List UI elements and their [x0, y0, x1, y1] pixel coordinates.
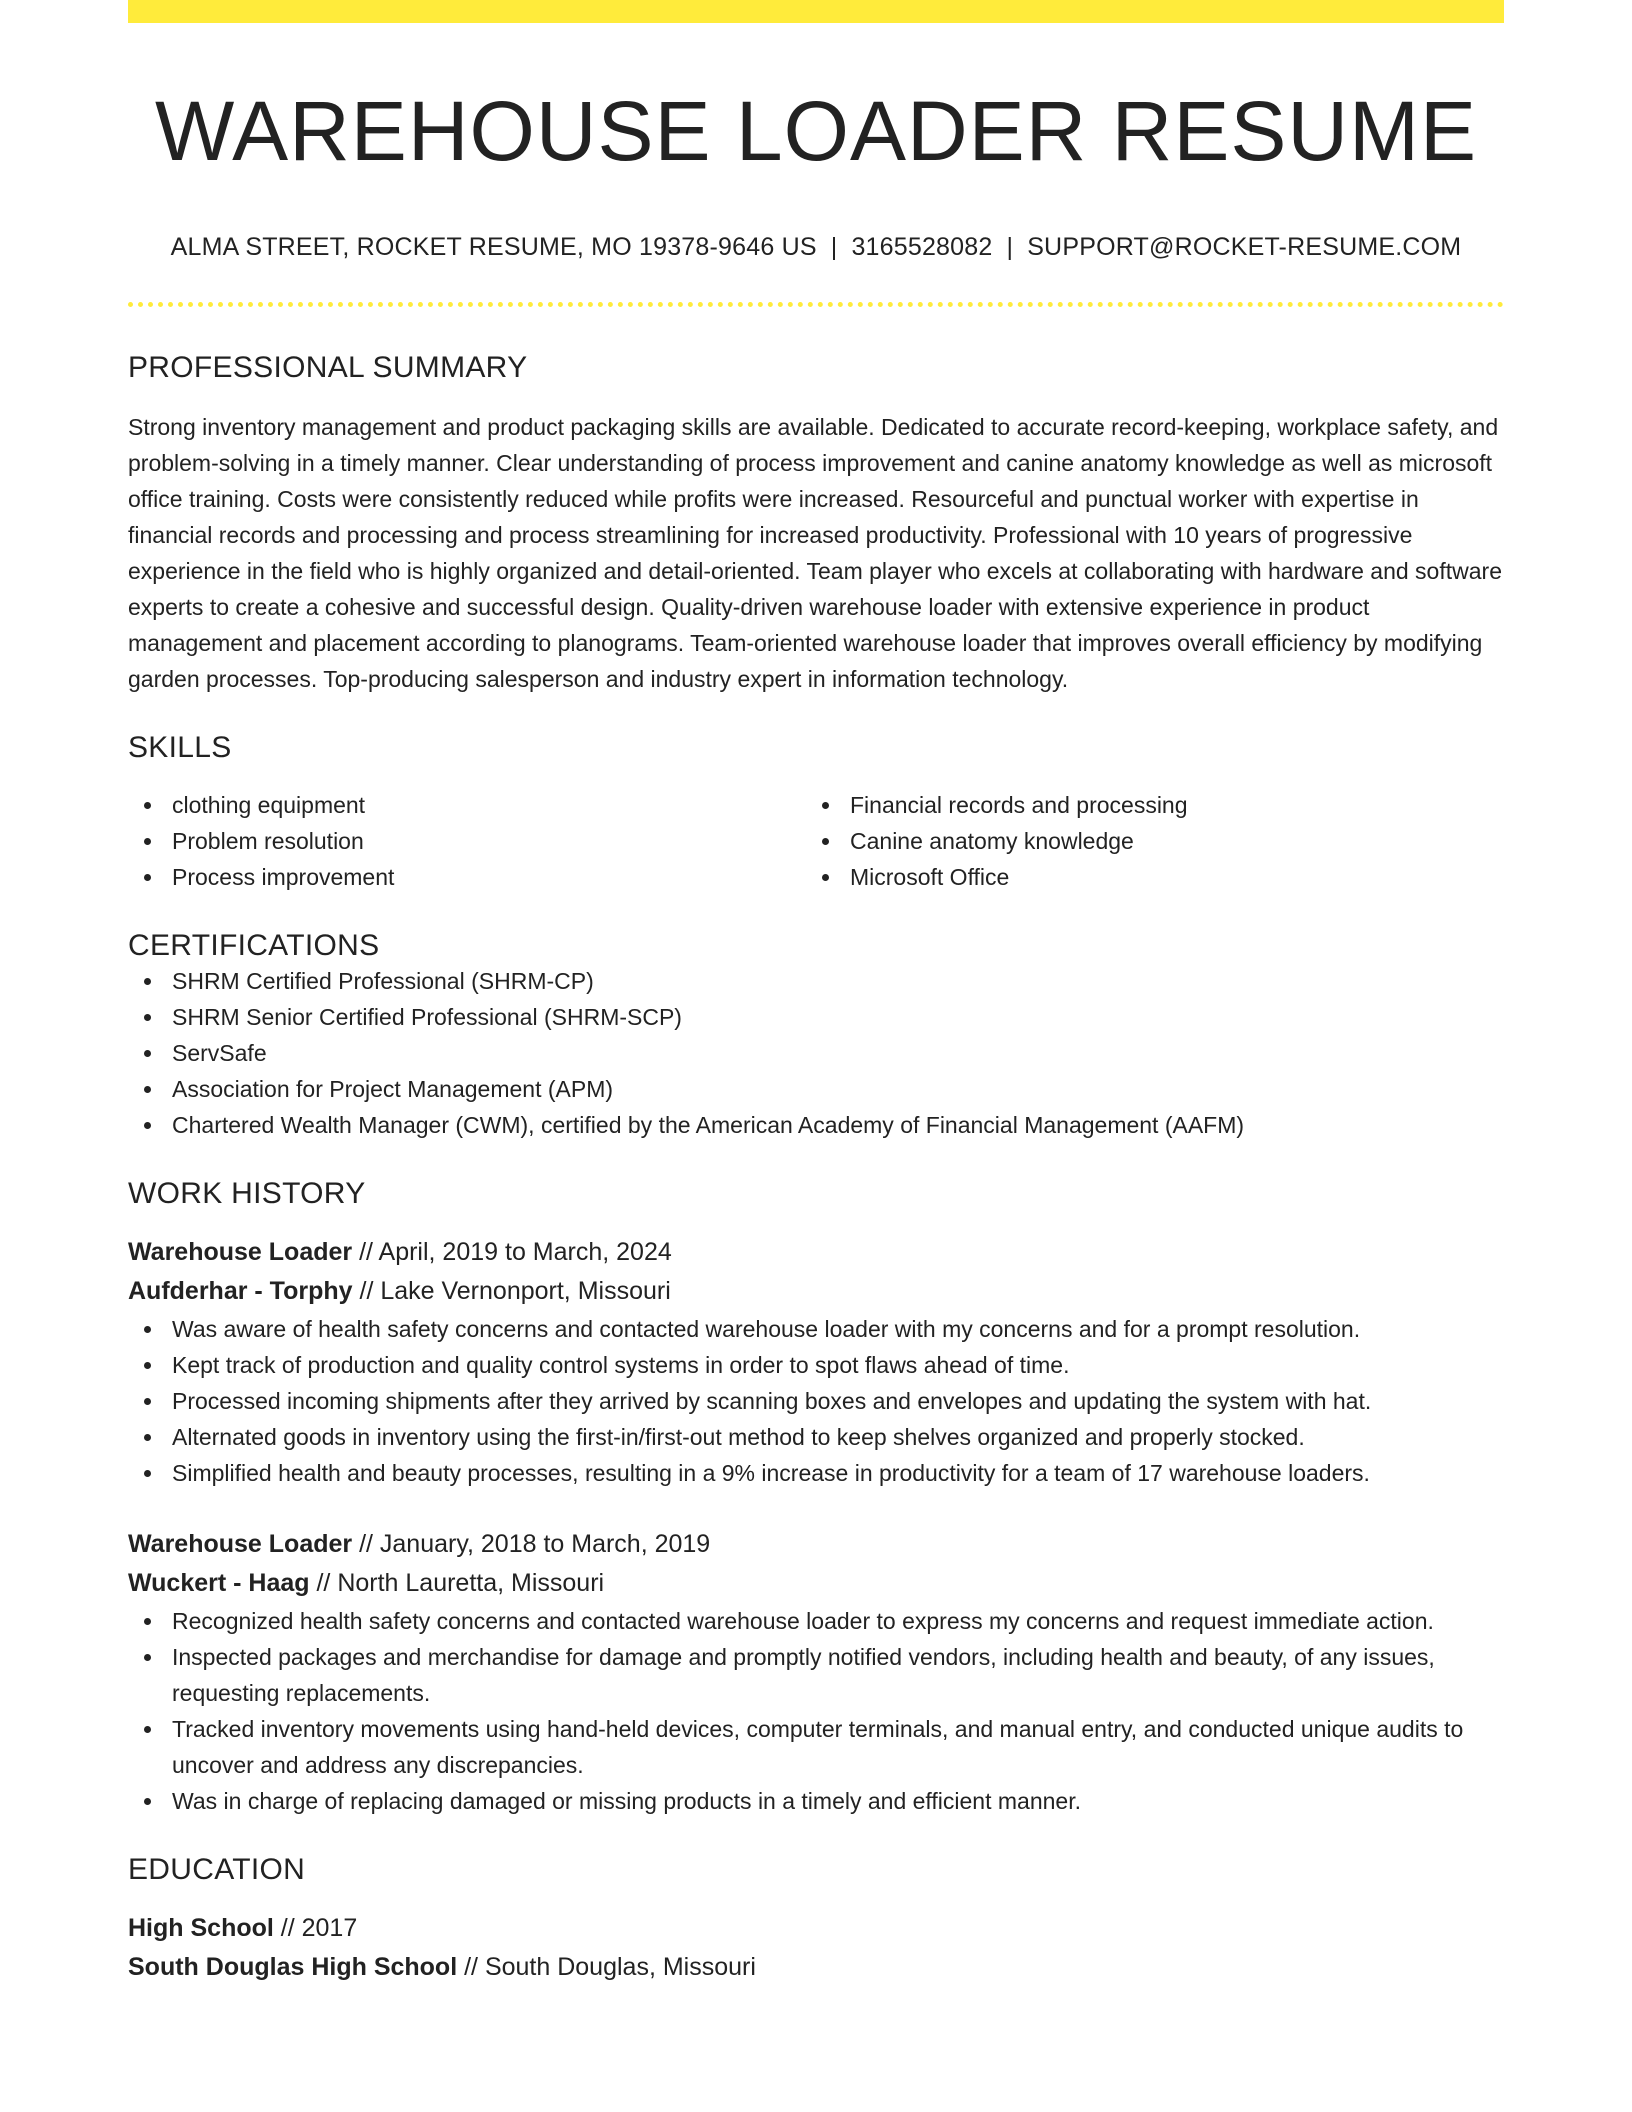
job-dates: // January, 2018 to March, 2019 — [352, 1530, 711, 1559]
certification-item: ServSafe — [128, 1035, 1504, 1071]
skills-column-left — [128, 787, 806, 895]
job-bullet: Simplified health and beauty processes, resulting in a 9% increase in productivity for a team of 17 warehouse loaders. — [128, 1455, 1504, 1491]
contact-line — [128, 233, 1504, 262]
education-section — [128, 1853, 1504, 1987]
top-accent-bar — [128, 0, 1504, 23]
job-bullet: Alternated goods in inventory using the first-in/first-out method to keep shelves organized and properly stocked. — [128, 1419, 1504, 1455]
contact-email: SUPPORT@ROCKET-RESUME.COM — [1027, 233, 1462, 262]
section-heading: PROFESSIONAL SUMMARY — [128, 351, 528, 385]
job-entry — [128, 1525, 1504, 1819]
education-school: South Douglas High School — [128, 1953, 458, 1982]
section-heading: EDUCATION — [128, 1853, 306, 1887]
skills-column-right — [806, 787, 1484, 895]
job-bullet: Processed incoming shipments after they arrived by scanning boxes and envelopes and updating the system with hat. — [128, 1383, 1504, 1419]
job-title-line — [128, 1233, 1504, 1272]
skills-section — [128, 731, 1504, 895]
job-title: Warehouse Loader — [128, 1238, 353, 1267]
certifications-section — [128, 929, 1504, 1143]
job-bullets — [128, 1311, 1504, 1491]
job-title-line — [128, 1525, 1504, 1564]
job-header — [128, 1525, 1504, 1603]
education-degree: High School — [128, 1914, 274, 1943]
job-bullet: Was aware of health safety concerns and contacted warehouse loader with my concerns and for a prompt resolution. — [128, 1311, 1504, 1347]
job-company: Aufderhar - Torphy — [128, 1277, 353, 1306]
education-year: // 2017 — [273, 1914, 358, 1943]
resume-title: WAREHOUSE LOADER RESUME — [154, 84, 1478, 178]
job-bullet: Kept track of production and quality control systems in order to spot flaws ahead of time. — [128, 1347, 1504, 1383]
certification-item: Chartered Wealth Manager (CWM), certified by the American Academy of Financial Management (AAFM) — [128, 1107, 1504, 1143]
contact-separator: | — [830, 233, 838, 262]
job-company-line — [128, 1272, 1504, 1311]
job-bullet: Recognized health safety concerns and contacted warehouse loader to express my concerns and request immediate action. — [128, 1603, 1504, 1639]
summary-section — [128, 351, 1504, 697]
dotted-divider — [128, 302, 1504, 307]
job-location: // North Lauretta, Missouri — [309, 1569, 605, 1598]
job-bullet: Was in charge of replacing damaged or missing products in a timely and efficient manner. — [128, 1783, 1504, 1819]
contact-address: ALMA STREET, ROCKET RESUME, MO 19378-9646 US — [170, 233, 817, 262]
skill-item: Financial records and processing — [806, 787, 1484, 823]
job-location: // Lake Vernonport, Missouri — [352, 1277, 671, 1306]
skill-item: Problem resolution — [128, 823, 806, 859]
job-bullet: Tracked inventory movements using hand-held devices, computer terminals, and manual entry, and conducted unique audits to uncover and address any discrepancies. — [128, 1711, 1504, 1783]
skill-item: Process improvement — [128, 859, 806, 895]
certification-item: SHRM Certified Professional (SHRM-CP) — [128, 963, 1504, 999]
job-title: Warehouse Loader — [128, 1530, 353, 1559]
job-bullets — [128, 1603, 1504, 1819]
summary-text: Strong inventory management and product packaging skills are available. Dedicated to accurate record-keeping, workplace safety, and problem-solving in a timely manner. Clear understanding of process improvement and canine anatomy knowledge as well as microsoft office training. Costs were consistently reduced while profits were increased. Resourceful and punctual worker with expertise in financial records and processing and process streamlining for increased productivity. Professional with 10 years of progressive experience in the field who is highly organized and detail-oriented. Team player who excels at collaborating with hardware and software experts to create a cohesive and successful design. Quality-driven warehouse loader with extensive experience in product management and placement according to planograms. Team-oriented warehouse loader that improves overall efficiency by modifying garden processes. Top-producing salesperson and industry expert in information technology. — [128, 414, 1502, 693]
certifications-list — [128, 963, 1504, 1143]
skills-grid — [128, 787, 1504, 895]
skill-item: Microsoft Office — [806, 859, 1484, 895]
job-company-line — [128, 1564, 1504, 1603]
job-bullet: Inspected packages and merchandise for damage and promptly notified vendors, including health and beauty, of any issues, requesting replacements. — [128, 1639, 1504, 1711]
education-degree-line — [128, 1909, 1504, 1948]
certification-item: Association for Project Management (APM) — [128, 1071, 1504, 1107]
section-heading: CERTIFICATIONS — [128, 929, 380, 963]
work-history-section — [128, 1177, 1504, 1819]
section-heading: SKILLS — [128, 731, 232, 765]
job-dates: // April, 2019 to March, 2024 — [352, 1238, 672, 1267]
contact-separator: | — [1006, 233, 1014, 262]
contact-phone: 3165528082 — [851, 233, 993, 262]
job-header — [128, 1233, 1504, 1311]
education-entry — [128, 1909, 1504, 1987]
job-entry — [128, 1233, 1504, 1491]
skill-item: clothing equipment — [128, 787, 806, 823]
resume-page — [128, 0, 1504, 1987]
education-location: // South Douglas, Missouri — [457, 1953, 756, 1982]
certification-item: SHRM Senior Certified Professional (SHRM-SCP) — [128, 999, 1504, 1035]
job-company: Wuckert - Haag — [128, 1569, 310, 1598]
education-school-line — [128, 1948, 1504, 1987]
section-heading: WORK HISTORY — [128, 1177, 366, 1211]
skill-item: Canine anatomy knowledge — [806, 823, 1484, 859]
